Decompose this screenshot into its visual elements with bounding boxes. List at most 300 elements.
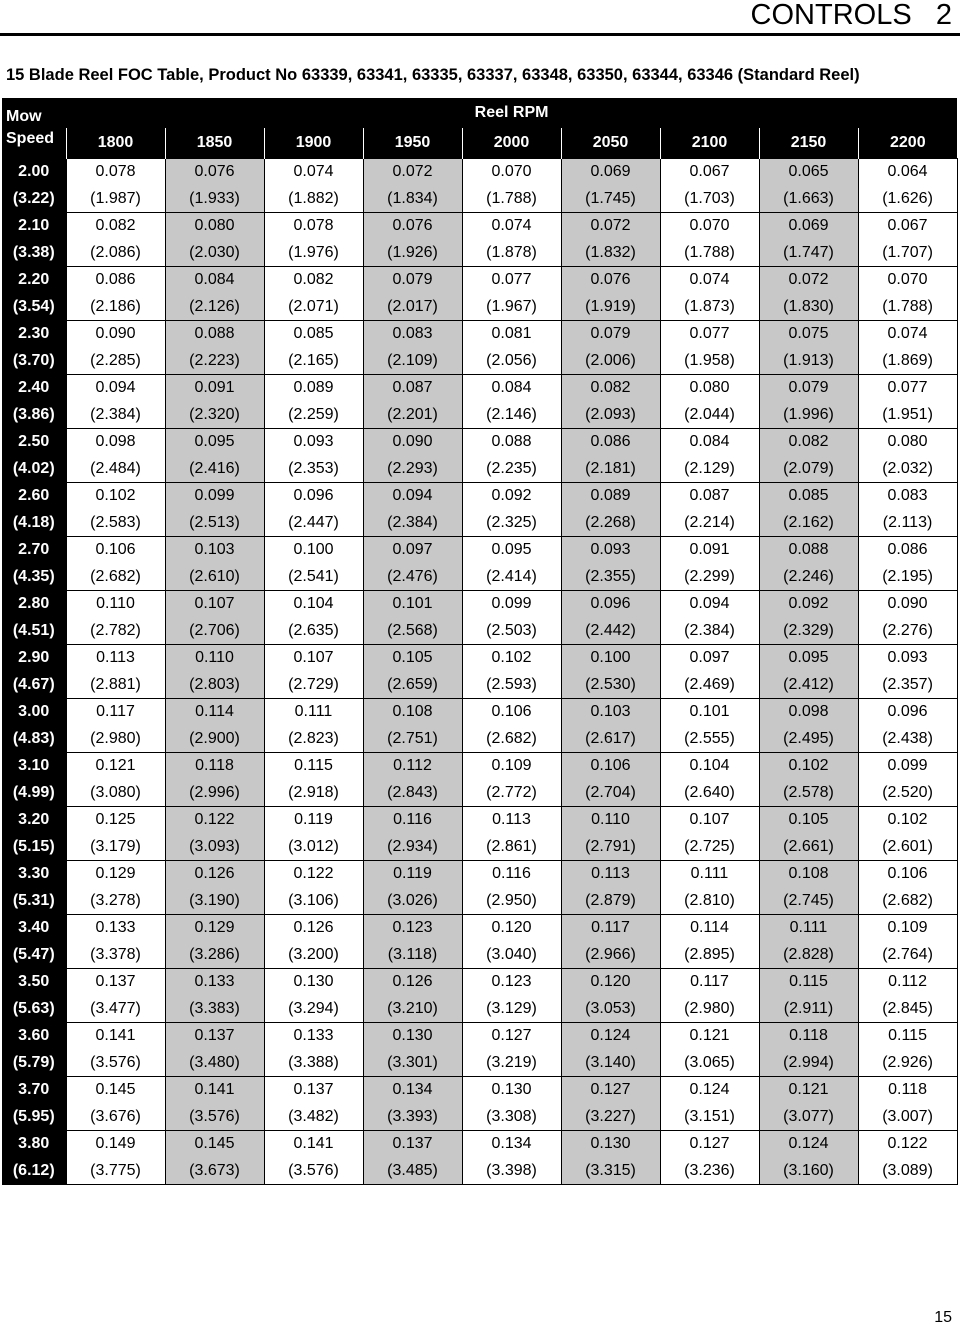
foc-value-cell: 0.106 xyxy=(561,753,660,780)
foc-value-cell: 0.097 xyxy=(363,537,462,564)
foc-value-cell: 0.070 xyxy=(858,267,957,294)
foc-metric-value-cell: (3.485) xyxy=(363,1158,462,1185)
foc-value-cell: 0.094 xyxy=(363,483,462,510)
foc-value-cell: 0.130 xyxy=(462,1077,561,1104)
foc-value-cell: 0.114 xyxy=(660,915,759,942)
foc-metric-value-cell: (2.895) xyxy=(660,942,759,969)
foc-value-cell: 0.077 xyxy=(858,375,957,402)
table-row-metric xyxy=(2,294,957,321)
foc-metric-value-cell: (2.980) xyxy=(660,996,759,1023)
foc-metric-value-cell: (3.278) xyxy=(66,888,165,915)
foc-metric-value-cell: (2.384) xyxy=(660,618,759,645)
foc-metric-value-cell: (2.823) xyxy=(264,726,363,753)
foc-value-cell: 0.124 xyxy=(660,1077,759,1104)
foc-metric-value-cell: (2.601) xyxy=(858,834,957,861)
foc-metric-value-cell: (3.227) xyxy=(561,1104,660,1131)
foc-value-cell: 0.090 xyxy=(66,321,165,348)
foc-metric-value-cell: (1.626) xyxy=(858,186,957,213)
foc-metric-value-cell: (3.393) xyxy=(363,1104,462,1131)
foc-value-cell: 0.130 xyxy=(561,1131,660,1158)
mow-speed-cell: 2.60 xyxy=(2,483,66,510)
foc-value-cell: 0.127 xyxy=(660,1131,759,1158)
foc-metric-value-cell: (2.353) xyxy=(264,456,363,483)
mow-speed-cell: 3.10 xyxy=(2,753,66,780)
foc-value-cell: 0.102 xyxy=(66,483,165,510)
foc-value-cell: 0.092 xyxy=(462,483,561,510)
foc-metric-value-cell: (3.477) xyxy=(66,996,165,1023)
foc-value-cell: 0.137 xyxy=(264,1077,363,1104)
foc-metric-value-cell: (2.438) xyxy=(858,726,957,753)
foc-metric-value-cell: (2.355) xyxy=(561,564,660,591)
foc-value-cell: 0.095 xyxy=(165,429,264,456)
foc-metric-value-cell: (3.089) xyxy=(858,1158,957,1185)
foc-value-cell: 0.085 xyxy=(759,483,858,510)
foc-metric-value-cell: (2.635) xyxy=(264,618,363,645)
foc-value-cell: 0.079 xyxy=(561,321,660,348)
foc-metric-value-cell: (2.803) xyxy=(165,672,264,699)
foc-value-cell: 0.094 xyxy=(660,591,759,618)
foc-metric-value-cell: (3.140) xyxy=(561,1050,660,1077)
mow-speed-metric-cell: (4.18) xyxy=(2,510,66,537)
foc-metric-value-cell: (2.530) xyxy=(561,672,660,699)
foc-metric-value-cell: (2.476) xyxy=(363,564,462,591)
foc-value-cell: 0.088 xyxy=(165,321,264,348)
foc-value-cell: 0.086 xyxy=(561,429,660,456)
foc-value-cell: 0.082 xyxy=(264,267,363,294)
foc-metric-value-cell: (2.725) xyxy=(660,834,759,861)
foc-value-cell: 0.123 xyxy=(363,915,462,942)
foc-value-cell: 0.095 xyxy=(462,537,561,564)
foc-value-cell: 0.064 xyxy=(858,159,957,186)
foc-value-cell: 0.120 xyxy=(462,915,561,942)
foc-metric-value-cell: (2.113) xyxy=(858,510,957,537)
table-row-metric xyxy=(2,834,957,861)
foc-metric-value-cell: (2.996) xyxy=(165,780,264,807)
foc-metric-value-cell: (3.210) xyxy=(363,996,462,1023)
foc-metric-value-cell: (2.966) xyxy=(561,942,660,969)
mow-speed-metric-cell: (5.15) xyxy=(2,834,66,861)
foc-metric-value-cell: (1.878) xyxy=(462,240,561,267)
foc-metric-value-cell: (2.980) xyxy=(66,726,165,753)
foc-value-cell: 0.130 xyxy=(264,969,363,996)
foc-metric-value-cell: (2.086) xyxy=(66,240,165,267)
foc-value-cell: 0.145 xyxy=(165,1131,264,1158)
foc-value-cell: 0.088 xyxy=(462,429,561,456)
mow-speed-cell: 2.70 xyxy=(2,537,66,564)
foc-metric-value-cell: (1.958) xyxy=(660,348,759,375)
foc-metric-value-cell: (1.926) xyxy=(363,240,462,267)
foc-metric-value-cell: (2.044) xyxy=(660,402,759,429)
foc-value-cell: 0.076 xyxy=(165,159,264,186)
foc-metric-value-cell: (3.301) xyxy=(363,1050,462,1077)
table-row-metric xyxy=(2,456,957,483)
foc-metric-value-cell: (3.026) xyxy=(363,888,462,915)
foc-metric-value-cell: (2.017) xyxy=(363,294,462,321)
foc-value-cell: 0.145 xyxy=(66,1077,165,1104)
foc-value-cell: 0.096 xyxy=(858,699,957,726)
foc-value-cell: 0.099 xyxy=(165,483,264,510)
foc-value-cell: 0.115 xyxy=(858,1023,957,1050)
foc-metric-value-cell: (2.416) xyxy=(165,456,264,483)
foc-metric-value-cell: (2.129) xyxy=(660,456,759,483)
foc-metric-value-cell: (3.053) xyxy=(561,996,660,1023)
foc-metric-value-cell: (3.080) xyxy=(66,780,165,807)
foc-metric-value-cell: (1.869) xyxy=(858,348,957,375)
foc-metric-value-cell: (2.276) xyxy=(858,618,957,645)
foc-value-cell: 0.074 xyxy=(264,159,363,186)
foc-metric-value-cell: (3.040) xyxy=(462,942,561,969)
foc-value-cell: 0.078 xyxy=(66,159,165,186)
foc-value-cell: 0.083 xyxy=(858,483,957,510)
foc-table-body xyxy=(2,159,957,1185)
foc-value-cell: 0.117 xyxy=(561,915,660,942)
foc-metric-value-cell: (3.482) xyxy=(264,1104,363,1131)
foc-metric-value-cell: (2.484) xyxy=(66,456,165,483)
rpm-column-header: 2150 xyxy=(759,128,858,159)
section-title: CONTROLS xyxy=(750,0,912,31)
foc-value-cell: 0.122 xyxy=(858,1131,957,1158)
foc-metric-value-cell: (3.077) xyxy=(759,1104,858,1131)
foc-metric-value-cell: (2.442) xyxy=(561,618,660,645)
foc-value-cell: 0.080 xyxy=(165,213,264,240)
foc-metric-value-cell: (3.480) xyxy=(165,1050,264,1077)
foc-value-cell: 0.069 xyxy=(561,159,660,186)
foc-metric-value-cell: (2.541) xyxy=(264,564,363,591)
foc-value-cell: 0.109 xyxy=(462,753,561,780)
table-row xyxy=(2,321,957,348)
mow-speed-cell: 3.20 xyxy=(2,807,66,834)
mow-speed-metric-cell: (3.38) xyxy=(2,240,66,267)
page-header xyxy=(0,0,960,36)
foc-metric-value-cell: (2.126) xyxy=(165,294,264,321)
rpm-column-header: 2100 xyxy=(660,128,759,159)
table-row-metric xyxy=(2,510,957,537)
foc-metric-value-cell: (3.160) xyxy=(759,1158,858,1185)
foc-metric-value-cell: (2.706) xyxy=(165,618,264,645)
rpm-column-header: 1850 xyxy=(165,128,264,159)
header-text xyxy=(751,0,952,32)
table-row xyxy=(2,267,957,294)
rpm-column-header: 1950 xyxy=(363,128,462,159)
foc-metric-value-cell: (2.661) xyxy=(759,834,858,861)
foc-metric-value-cell: (2.640) xyxy=(660,780,759,807)
foc-value-cell: 0.072 xyxy=(363,159,462,186)
foc-value-cell: 0.087 xyxy=(363,375,462,402)
foc-value-cell: 0.069 xyxy=(759,213,858,240)
foc-value-cell: 0.111 xyxy=(759,915,858,942)
foc-metric-value-cell: (1.832) xyxy=(561,240,660,267)
foc-metric-value-cell: (1.703) xyxy=(660,186,759,213)
foc-metric-value-cell: (2.729) xyxy=(264,672,363,699)
foc-table xyxy=(2,98,958,1185)
table-title: 15 Blade Reel FOC Table, Product No 63339, 63341, 63335, 63337, 63348, 63350, 63344, 63346 (Standard Reel) xyxy=(6,66,860,84)
foc-metric-value-cell: (3.093) xyxy=(165,834,264,861)
foc-metric-value-cell: (1.976) xyxy=(264,240,363,267)
foc-value-cell: 0.077 xyxy=(462,267,561,294)
mow-speed-cell: 2.90 xyxy=(2,645,66,672)
foc-value-cell: 0.081 xyxy=(462,321,561,348)
foc-metric-value-cell: (2.186) xyxy=(66,294,165,321)
foc-metric-value-cell: (2.201) xyxy=(363,402,462,429)
foc-value-cell: 0.074 xyxy=(462,213,561,240)
foc-value-cell: 0.088 xyxy=(759,537,858,564)
mow-speed-metric-cell: (4.67) xyxy=(2,672,66,699)
foc-value-cell: 0.072 xyxy=(561,213,660,240)
mow-speed-cell: 3.70 xyxy=(2,1077,66,1104)
foc-metric-value-cell: (1.987) xyxy=(66,186,165,213)
foc-metric-value-cell: (2.384) xyxy=(66,402,165,429)
foc-value-cell: 0.091 xyxy=(660,537,759,564)
mow-speed-metric-cell: (4.83) xyxy=(2,726,66,753)
foc-value-cell: 0.072 xyxy=(759,267,858,294)
foc-value-cell: 0.096 xyxy=(561,591,660,618)
mow-speed-cell: 2.50 xyxy=(2,429,66,456)
foc-metric-value-cell: (2.617) xyxy=(561,726,660,753)
foc-value-cell: 0.110 xyxy=(66,591,165,618)
mow-speed-metric-cell: (3.70) xyxy=(2,348,66,375)
mow-speed-header xyxy=(2,98,66,159)
table-row xyxy=(2,645,957,672)
foc-metric-value-cell: (3.236) xyxy=(660,1158,759,1185)
foc-value-cell: 0.093 xyxy=(561,537,660,564)
foc-metric-value-cell: (2.791) xyxy=(561,834,660,861)
foc-metric-value-cell: (3.151) xyxy=(660,1104,759,1131)
foc-metric-value-cell: (2.293) xyxy=(363,456,462,483)
foc-value-cell: 0.105 xyxy=(363,645,462,672)
chapter-number: 2 xyxy=(935,0,952,31)
foc-metric-value-cell: (2.682) xyxy=(66,564,165,591)
foc-value-cell: 0.137 xyxy=(165,1023,264,1050)
foc-value-cell: 0.129 xyxy=(165,915,264,942)
foc-metric-value-cell: (2.583) xyxy=(66,510,165,537)
foc-metric-value-cell: (2.032) xyxy=(858,456,957,483)
foc-metric-value-cell: (2.704) xyxy=(561,780,660,807)
foc-value-cell: 0.101 xyxy=(363,591,462,618)
foc-value-cell: 0.107 xyxy=(165,591,264,618)
foc-metric-value-cell: (3.190) xyxy=(165,888,264,915)
foc-metric-value-cell: (2.593) xyxy=(462,672,561,699)
mow-speed-cell: 3.00 xyxy=(2,699,66,726)
table-row xyxy=(2,1131,957,1158)
foc-metric-value-cell: (2.994) xyxy=(759,1050,858,1077)
foc-metric-value-cell: (2.357) xyxy=(858,672,957,699)
foc-value-cell: 0.099 xyxy=(462,591,561,618)
foc-metric-value-cell: (2.772) xyxy=(462,780,561,807)
foc-metric-value-cell: (3.388) xyxy=(264,1050,363,1077)
foc-metric-value-cell: (2.568) xyxy=(363,618,462,645)
foc-value-cell: 0.126 xyxy=(165,861,264,888)
table-row-metric xyxy=(2,1104,957,1131)
foc-metric-value-cell: (3.775) xyxy=(66,1158,165,1185)
foc-metric-value-cell: (2.246) xyxy=(759,564,858,591)
foc-metric-value-cell: (1.919) xyxy=(561,294,660,321)
foc-value-cell: 0.067 xyxy=(660,159,759,186)
foc-metric-value-cell: (2.682) xyxy=(462,726,561,753)
mow-speed-metric-cell: (4.51) xyxy=(2,618,66,645)
foc-metric-value-cell: (2.950) xyxy=(462,888,561,915)
foc-value-cell: 0.110 xyxy=(165,645,264,672)
foc-metric-value-cell: (2.235) xyxy=(462,456,561,483)
table-row-metric xyxy=(2,780,957,807)
foc-value-cell: 0.141 xyxy=(165,1077,264,1104)
foc-metric-value-cell: (1.788) xyxy=(858,294,957,321)
foc-value-cell: 0.120 xyxy=(561,969,660,996)
rpm-column-header: 1900 xyxy=(264,128,363,159)
foc-metric-value-cell: (2.610) xyxy=(165,564,264,591)
foc-value-cell: 0.098 xyxy=(66,429,165,456)
mow-speed-metric-cell: (3.22) xyxy=(2,186,66,213)
foc-metric-value-cell: (2.843) xyxy=(363,780,462,807)
rpm-column-header: 1800 xyxy=(66,128,165,159)
foc-metric-value-cell: (3.383) xyxy=(165,996,264,1023)
mow-speed-cell: 2.00 xyxy=(2,159,66,186)
foc-value-cell: 0.102 xyxy=(858,807,957,834)
foc-metric-value-cell: (2.056) xyxy=(462,348,561,375)
foc-value-cell: 0.121 xyxy=(66,753,165,780)
mow-speed-cell: 2.30 xyxy=(2,321,66,348)
foc-value-cell: 0.116 xyxy=(363,807,462,834)
table-row-metric xyxy=(2,240,957,267)
foc-metric-value-cell: (2.414) xyxy=(462,564,561,591)
foc-value-cell: 0.106 xyxy=(462,699,561,726)
foc-metric-value-cell: (2.195) xyxy=(858,564,957,591)
foc-value-cell: 0.112 xyxy=(363,753,462,780)
mow-speed-cell: 2.40 xyxy=(2,375,66,402)
foc-value-cell: 0.080 xyxy=(660,375,759,402)
foc-value-cell: 0.102 xyxy=(759,753,858,780)
foc-value-cell: 0.082 xyxy=(561,375,660,402)
foc-metric-value-cell: (2.146) xyxy=(462,402,561,429)
foc-metric-value-cell: (2.845) xyxy=(858,996,957,1023)
foc-value-cell: 0.113 xyxy=(561,861,660,888)
header-rule xyxy=(0,33,960,36)
foc-value-cell: 0.089 xyxy=(264,375,363,402)
foc-value-cell: 0.086 xyxy=(858,537,957,564)
table-row xyxy=(2,1023,957,1050)
foc-value-cell: 0.079 xyxy=(363,267,462,294)
foc-value-cell: 0.067 xyxy=(858,213,957,240)
foc-value-cell: 0.118 xyxy=(165,753,264,780)
foc-metric-value-cell: (3.315) xyxy=(561,1158,660,1185)
foc-value-cell: 0.124 xyxy=(561,1023,660,1050)
foc-value-cell: 0.086 xyxy=(66,267,165,294)
foc-value-cell: 0.137 xyxy=(363,1131,462,1158)
foc-metric-value-cell: (1.873) xyxy=(660,294,759,321)
foc-metric-value-cell: (1.745) xyxy=(561,186,660,213)
foc-value-cell: 0.099 xyxy=(858,753,957,780)
foc-value-cell: 0.082 xyxy=(66,213,165,240)
foc-metric-value-cell: (2.299) xyxy=(660,564,759,591)
foc-value-cell: 0.111 xyxy=(660,861,759,888)
foc-metric-value-cell: (1.967) xyxy=(462,294,561,321)
foc-metric-value-cell: (3.398) xyxy=(462,1158,561,1185)
foc-value-cell: 0.122 xyxy=(264,861,363,888)
foc-metric-value-cell: (3.065) xyxy=(660,1050,759,1077)
foc-value-cell: 0.113 xyxy=(462,807,561,834)
foc-metric-value-cell: (2.764) xyxy=(858,942,957,969)
mow-header-line2: Speed xyxy=(6,130,55,148)
foc-value-cell: 0.107 xyxy=(264,645,363,672)
table-row xyxy=(2,915,957,942)
foc-value-cell: 0.127 xyxy=(462,1023,561,1050)
foc-metric-value-cell: (1.933) xyxy=(165,186,264,213)
foc-metric-value-cell: (2.911) xyxy=(759,996,858,1023)
foc-value-cell: 0.075 xyxy=(759,321,858,348)
foc-value-cell: 0.096 xyxy=(264,483,363,510)
mow-speed-cell: 2.10 xyxy=(2,213,66,240)
rpm-column-header: 2200 xyxy=(858,128,957,159)
foc-metric-value-cell: (3.308) xyxy=(462,1104,561,1131)
foc-metric-value-cell: (3.294) xyxy=(264,996,363,1023)
foc-metric-value-cell: (2.745) xyxy=(759,888,858,915)
mow-speed-cell: 3.30 xyxy=(2,861,66,888)
foc-value-cell: 0.085 xyxy=(264,321,363,348)
foc-value-cell: 0.111 xyxy=(264,699,363,726)
foc-value-cell: 0.141 xyxy=(66,1023,165,1050)
foc-value-cell: 0.134 xyxy=(462,1131,561,1158)
foc-value-cell: 0.115 xyxy=(759,969,858,996)
table-row xyxy=(2,537,957,564)
foc-metric-value-cell: (2.162) xyxy=(759,510,858,537)
table-row xyxy=(2,429,957,456)
table-row-metric xyxy=(2,348,957,375)
foc-metric-value-cell: (2.900) xyxy=(165,726,264,753)
foc-metric-value-cell: (3.007) xyxy=(858,1104,957,1131)
foc-metric-value-cell: (1.951) xyxy=(858,402,957,429)
table-row xyxy=(2,861,957,888)
foc-value-cell: 0.107 xyxy=(660,807,759,834)
foc-metric-value-cell: (2.165) xyxy=(264,348,363,375)
table-row xyxy=(2,375,957,402)
table-row-metric xyxy=(2,672,957,699)
foc-metric-value-cell: (1.663) xyxy=(759,186,858,213)
table-row-metric xyxy=(2,726,957,753)
foc-metric-value-cell: (2.006) xyxy=(561,348,660,375)
foc-value-cell: 0.127 xyxy=(561,1077,660,1104)
foc-value-cell: 0.121 xyxy=(759,1077,858,1104)
foc-metric-value-cell: (1.882) xyxy=(264,186,363,213)
header-row-group xyxy=(2,98,957,128)
foc-value-cell: 0.102 xyxy=(462,645,561,672)
foc-value-cell: 0.149 xyxy=(66,1131,165,1158)
foc-value-cell: 0.084 xyxy=(660,429,759,456)
foc-value-cell: 0.109 xyxy=(858,915,957,942)
foc-value-cell: 0.084 xyxy=(165,267,264,294)
foc-value-cell: 0.121 xyxy=(660,1023,759,1050)
foc-metric-value-cell: (2.214) xyxy=(660,510,759,537)
foc-value-cell: 0.101 xyxy=(660,699,759,726)
table-row xyxy=(2,1077,957,1104)
table-row-metric xyxy=(2,1050,957,1077)
foc-metric-value-cell: (2.918) xyxy=(264,780,363,807)
foc-metric-value-cell: (2.495) xyxy=(759,726,858,753)
foc-metric-value-cell: (3.179) xyxy=(66,834,165,861)
foc-value-cell: 0.133 xyxy=(165,969,264,996)
foc-value-cell: 0.094 xyxy=(66,375,165,402)
foc-value-cell: 0.089 xyxy=(561,483,660,510)
mow-speed-cell: 2.80 xyxy=(2,591,66,618)
foc-metric-value-cell: (1.747) xyxy=(759,240,858,267)
table-row xyxy=(2,213,957,240)
rpm-column-header: 2000 xyxy=(462,128,561,159)
table-row xyxy=(2,483,957,510)
foc-metric-value-cell: (3.676) xyxy=(66,1104,165,1131)
foc-value-cell: 0.141 xyxy=(264,1131,363,1158)
page-number: 15 xyxy=(934,1309,952,1326)
mow-speed-cell: 3.80 xyxy=(2,1131,66,1158)
foc-metric-value-cell: (1.707) xyxy=(858,240,957,267)
foc-value-cell: 0.090 xyxy=(363,429,462,456)
